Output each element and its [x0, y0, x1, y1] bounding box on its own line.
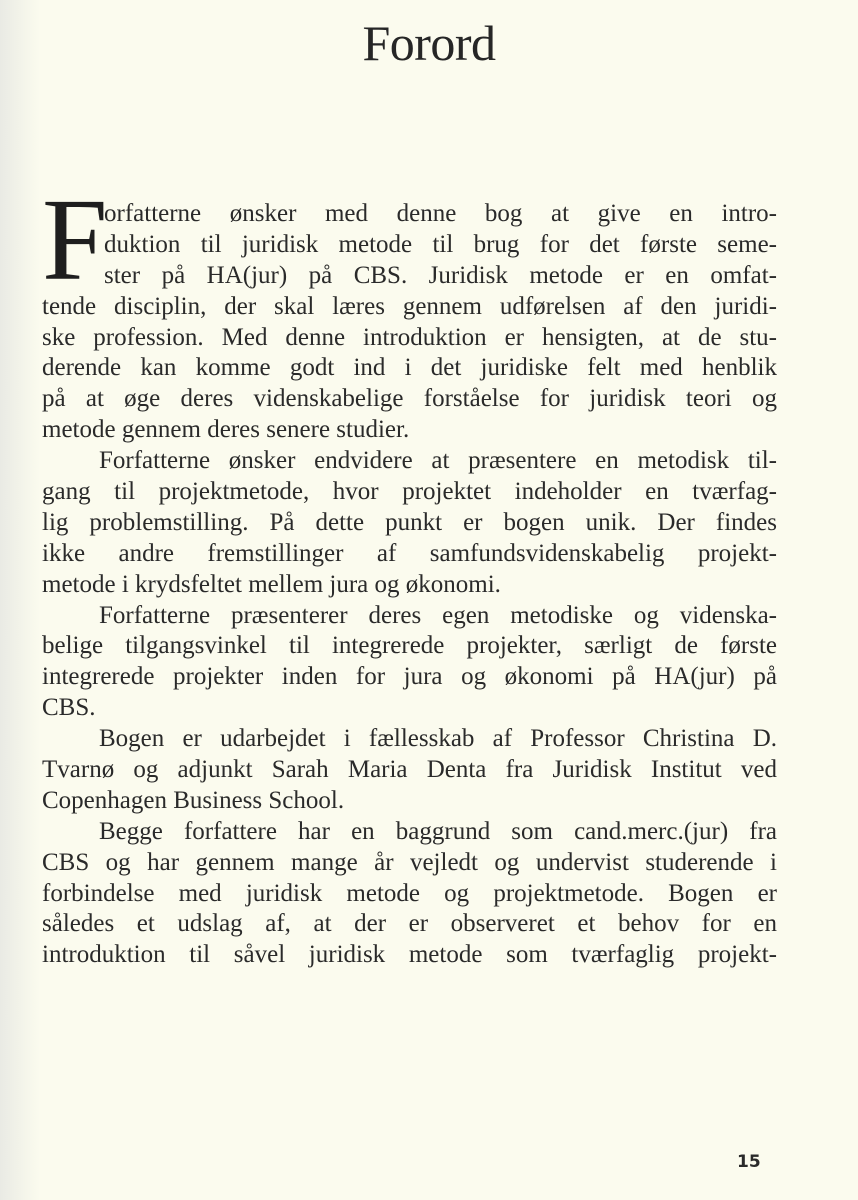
text-line: duktion til juridisk metode til brug for det første seme- [104, 230, 777, 258]
paragraph [42, 817, 777, 971]
text-line: Bogen er udarbejdet i fællesskab af Professor Christina D. [99, 725, 777, 753]
text-line: lig problemstilling. På dette punkt er bogen unik. Der findes [42, 508, 777, 536]
text-line: introduktion til såvel juridisk metode som tværfaglig projekt- [42, 941, 777, 969]
text-line: ster på HA(jur) på CBS. Juridisk metode er en omfat- [104, 261, 777, 289]
text-line: således et udslag af, at der er observeret et behov for en [42, 910, 777, 938]
text-line: Forfatterne præsenterer deres egen metodiske og videnska- [99, 601, 777, 629]
text-line: forbindelse med juridisk metode og projektmetode. Bogen er [42, 879, 777, 907]
paragraph [42, 199, 777, 446]
text-line: metode gennem deres senere studier. [42, 416, 410, 444]
page-title: Forord [362, 15, 496, 71]
text-line: Begge forfattere har en baggrund som cand.merc.(jur) fra [99, 817, 777, 845]
text-line: på at øge deres videnskabelige forståelse for juridisk teori og [42, 385, 777, 413]
text-line: tende disciplin, der skal læres gennem udførelsen af den juridi- [42, 292, 777, 320]
paragraph [42, 446, 777, 600]
paragraph [42, 601, 777, 725]
page-edge-shadow [0, 0, 40, 1200]
page-number: 15 [737, 1152, 761, 1172]
text-line: belige tilgangsvinkel til integrerede projekter, særligt de første [42, 632, 777, 660]
text-line: gang til projektmetode, hvor projektet indeholder en tværfag- [42, 478, 777, 506]
body-text [42, 199, 777, 971]
text-line: metode i krydsfeltet mellem jura og økonomi. [42, 570, 501, 598]
text-line: Copenhagen Business School. [42, 786, 345, 814]
text-line: Forfatterne ønsker endvidere at præsentere en metodisk til- [99, 447, 777, 475]
text-line: ske profession. Med denne introduktion er hensigten, at de stu- [42, 323, 777, 351]
text-line: integrerede projekter inden for jura og økonomi på HA(jur) på [42, 663, 777, 691]
text-line: ikke andre fremstillinger af samfundsvidenskabelig projekt- [42, 539, 777, 567]
text-line: CBS. [42, 694, 96, 722]
paragraph [42, 724, 777, 817]
text-line: derende kan komme godt ind i det juridiske felt med henblik [42, 354, 777, 382]
drop-cap-letter: F [42, 174, 108, 305]
text-line: orfatterne ønsker med denne bog at give en intro- [104, 200, 777, 227]
text-line: Tvarnø og adjunkt Sarah Maria Denta fra Juridisk Institut ved [42, 756, 777, 784]
text-line: CBS og har gennem mange år vejledt og undervist studerende i [42, 848, 777, 876]
